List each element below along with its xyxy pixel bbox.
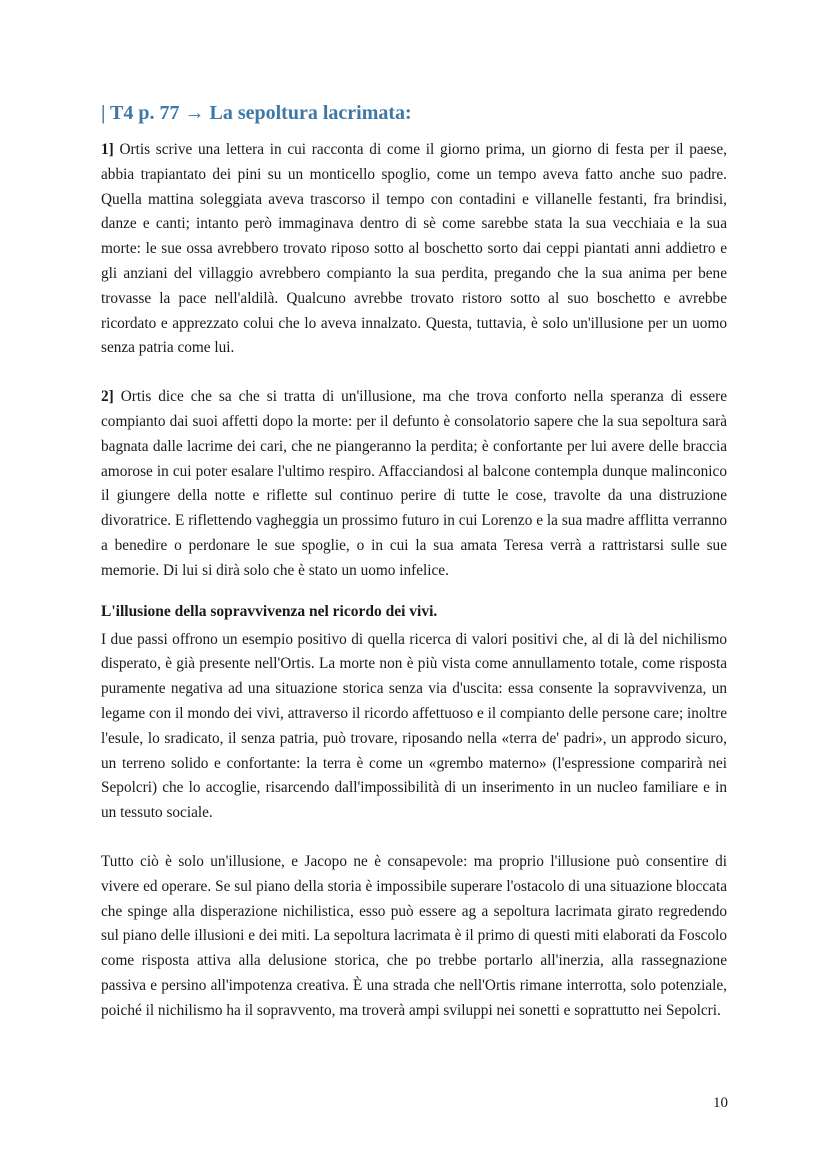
paragraph-2 xyxy=(101,385,727,583)
paragraph-number-1: 1] xyxy=(101,141,114,158)
spacer xyxy=(101,826,727,850)
document-body xyxy=(101,100,727,1024)
subheading: L'illusione della sopravvivenza nel ricordo dei vivi. xyxy=(101,602,438,620)
page-number: 10 xyxy=(713,1095,728,1111)
spacer xyxy=(101,361,727,385)
paragraph-4: Tutto ciò è solo un'illusione, e Jacopo ne è consapevole: ma proprio l'illusione può consentire di vivere ed operare. Se sul piano della storia è impossibile superare l'ostacolo di una situazione bloccata che spinge alla disperazione nichilistica, esso può essere ag a sepoltura lacrimata girato regredendo sul piano delle illusioni e dei miti. La sepoltura lacrimata è il primo di questi miti elaborati da Foscolo come risposta attiva alla delusione storica, che po trebbe portarlo all'inerzia, alla rassegnazione passiva e persino all'impotenza creativa. È una strada che nell'Ortis rimane interrotta, solo potenziale, poiché il nichilismo ha il sopravvento, ma troverà ampi sviluppi nei sonetti e soprattutto nei Sepolcri. xyxy=(101,852,727,1019)
paragraph-2-text: Ortis dice che sa che si tratta di un'illusione, ma che trova conforto nella speranza di essere compianto dai suoi affetti dopo la morte: per il defunto è consolatorio sapere che la sua sepoltura sarà bagnata dalle lacrime dei cari, che ne piangeranno la perdita; è confortante per lui avere delle braccia amorose in cui poter esalare l'ultimo respiro. Affacciandosi al balcone contempla dunque malinconico il giungere della notte e riflette sul continuo perire di tutte le cose, travolte da una distruzione divoratrice. E riflettendo vagheggia un prossimo futuro in cui Lorenzo e la sua madre afflitta verranno a benedire o perdonare le sue spoglie, o in cui la sua amata Teresa verrà a rattristarsi sulle sue memorie. Di lui si dirà solo che è stato un uomo infelice. xyxy=(101,388,727,579)
paragraph-3: I due passi offrono un esempio positivo di quella ricerca di valori positivi che, al di là del nichilismo disperato, è già presente nell'Ortis. La morte non è più vista come annullamento totale, come risposta puramente negativa ad una situazione storica senza via d'uscita: essa consente la sopravvivenza, un legame con il mondo dei vivi, attraverso il ricordo affettuoso e il compianto delle persone care; inoltre l'esule, lo sradicato, il senza patria, può trovare, riposando nella «terra de' padri», un approdo sicuro, un terreno solido e confortante: la terra è come un «grembo materno» (l'espressione comparirà nei Sepolcri) che lo accoglie, risarcendo dall'impossibilità di un inserimento in un nucleo familiare e in un tessuto sociale. xyxy=(101,630,727,822)
section-heading: | T4 p. 77 → La sepoltura lacrimata: xyxy=(101,102,412,124)
paragraph-number-2: 2] xyxy=(101,388,114,406)
spacer xyxy=(101,584,727,600)
paragraph-1 xyxy=(101,138,727,361)
paragraph-1-text: Ortis scrive una lettera in cui racconta di come il giorno prima, un giorno di festa per il paese, abbia trapiantato dei pini su un monticello spoglio, come un tempo aveva fatto anche suo padre. Quella mattina soleggiata aveva trascorso il tempo con contadini e villanelle festanti, fra brindisi, danze e canti; intanto però immaginava dentro di sè come sarebbe stata la sua vecchiaia e la sua morte: le sue ossa avrebbero trovato riposo sotto al boschetto sorto dai ceppi piantati anni addietro e gli anziani del villaggio avrebbero compianto la sua perdita, pregando che la sua anima per bene trovasse la pace nell'aldilà. Qualcuno avrebbe trovato ristoro sotto al suo boschetto e avrebbe ricordato e apprezzato colui che lo aveva innalzato. Questa, tuttavia, è solo un'illusione per un uomo senza patria come lui. xyxy=(101,141,727,357)
